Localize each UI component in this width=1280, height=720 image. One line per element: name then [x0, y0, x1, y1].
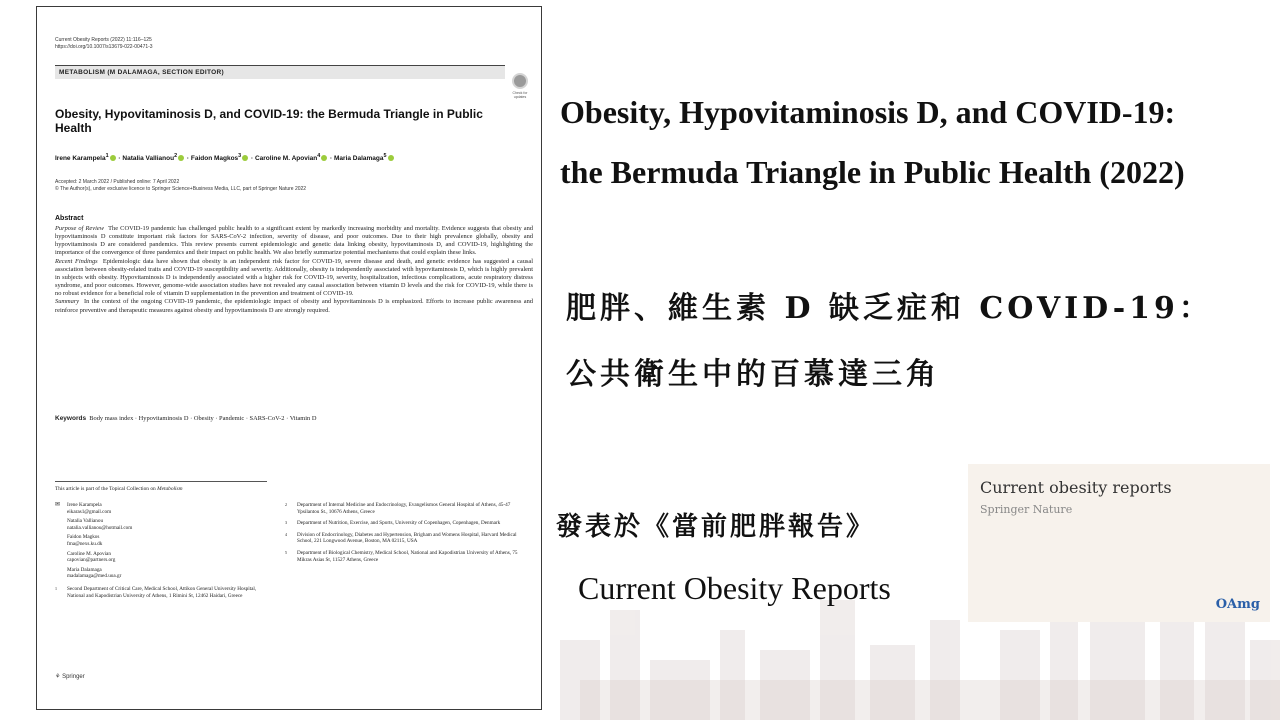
affiliation: 2 Department of Internal Medicine and Endocrinology, Evangelismos General Hospital of Athens, 45-47 Ypsilantou St., 10676 Athens, Greece — [285, 502, 511, 515]
orcid-icon[interactable] — [242, 155, 248, 161]
journal-card-name: Current obesity reports — [980, 478, 1172, 497]
abstract-label: Purpose of Review — [55, 225, 104, 232]
affiliation: 5 Department of Biological Chemistry, Medical School, National and Kapodistrian University of Athens, 75 Mikras Asias St, 11527 Athens, Greece — [285, 549, 518, 563]
affiliations-column — [285, 502, 529, 568]
topical-collection-link[interactable]: Metabolism — [157, 486, 183, 492]
journal-card-logo: OAmg — [1215, 597, 1260, 612]
check-badge-label: Check for updates — [512, 91, 528, 99]
author: Faidon Magkos$^3$ — [190, 153, 242, 163]
publisher-mark: ⚘ Springer — [55, 674, 85, 680]
orcid-icon[interactable] — [388, 155, 394, 161]
dates-line: Accepted: 2 March 2022 / Published online: 7 April 2022 — [55, 179, 180, 185]
contact-entry: Natalia Vallianou natalia.vallianou@hotmail.com — [55, 518, 275, 531]
copyright-line: © The Author(s), under exclusive licence to Springer Science+Business Media, LLC, part of Springer Nature 2022 — [55, 186, 307, 192]
publication-dates — [55, 179, 525, 193]
abstract-label: Recent Findings — [55, 257, 98, 265]
citation-text: Current Obesity Reports (2022) 11:116–125 — [55, 37, 152, 43]
author-list: Irene Karampela$^1$ · Natalia Vallianou$^2$ · Faidon Magkos$^3$ · Caroline M. Apovian$^4$ · Maria Dalamaga$^5$ — [55, 153, 525, 162]
journal-name-english: Current Obesity Reports — [578, 570, 891, 606]
paper-first-page — [36, 6, 542, 710]
email-link[interactable]: capovian@partners.org — [67, 557, 116, 564]
email-link[interactable]: fma@nexs.ku.dk — [67, 540, 103, 547]
springer-logo-icon: ⚘ — [55, 674, 61, 680]
footnote-divider — [55, 481, 267, 482]
section-banner: METABOLISM (M DALAMAGA, SECTION EDITOR) — [55, 65, 505, 79]
published-in-chinese: 發表於《當前肥胖報告》 — [556, 512, 876, 542]
english-title-line: the Bermuda Triangle in Public Health (2022) — [560, 154, 1185, 190]
journal-card-publisher: Springer Nature — [980, 503, 1073, 516]
contact-entry: Caroline M. Apovian capovian@partners.org — [55, 551, 275, 564]
topical-collection-note: This article is part of the Topical Collection on Metabolism — [55, 486, 183, 492]
contact-entry: ✉ Irene Karampela eikaras1@gmail.com — [55, 502, 275, 515]
author: Irene Karampela$^1$ — [55, 153, 109, 163]
update-icon — [512, 73, 528, 89]
affiliation: 4 Division of Endocrinology, Diabetes and Hypertension, Brigham and Womens Hospital, Harvard Medical School, 221 Longwood Avenue, Boston, MA 02115, USA — [285, 531, 517, 545]
keywords-label: Keywords — [55, 415, 87, 422]
keywords-list: Body mass index · Hypovitaminosis D · Obesity · Pandemic · SARS-CoV-2 · Vitamin D — [89, 415, 317, 422]
chinese-title-line: 公共衛生中的百慕達三角 — [566, 357, 940, 392]
abstract-paragraph: The COVID-19 pandemic has challenged public health to a significant extent by markedly increasing morbidity and mortality. Evidence suggests that obesity and hypovitaminosis D constitute important risk factors for SARS-CoV-2 infection, severity of disease, and poor outcomes. Due to their high prevalence globally, obesity and hypovitaminosis D are considered pandemics. This review presents current epidemiologic and genetic data linking obesity, hypovitaminosis D, and COVID-19, highlighting the importance of the convergence of three pandemics and their impact on public health. We also briefly summarize potential mechanisms that could explain these links. — [55, 225, 533, 257]
author: Natalia Vallianou$^2$ — [122, 153, 178, 163]
email-link[interactable]: eikaras1@gmail.com — [67, 508, 112, 515]
abstract-paragraph: In the context of the ongoing COVID-19 pandemic, the epidemiologic impact of obesity and hypovitaminosis D is emphasized. Efforts to increase public awareness and reinforce preventive and therapeutic measures against obesity and hypovitaminosis D are strongly required. — [55, 298, 534, 314]
abstract-paragraph: Epidemiologic data have shown that obesity is an independent risk factor for COVID-19, severe disease and death, and genetic evidence has suggested a causal association between obesity-related traits and COVID-19 susceptibility and severity. Additionally, obesity is independently associated with hypovitaminosis D, which is highly prevalent in subjects with obesity. Hypovitaminosis D is independently associated with a higher risk for COVID-19, severity, hospitalization, infectious complications, acute respiratory distress syndrome, and poor outcomes. However, genome-wide association studies have not revealed any causal association between vitamin D levels and the risk for COVID-19, while there is no robust evidence for a beneficial role of vitamin D supplementation in the prevention and treatment of COVID-19. — [55, 257, 533, 298]
affiliation: 1 Second Department of Critical Care, Medical School, Attikon General University Hospital, National and Kapodistrian University of Athens, 1 Rimini St, 12462 Haidari, Greece — [55, 585, 257, 599]
paper-citation — [55, 37, 153, 51]
contact-entry: Faidon Magkos fma@nexs.ku.dk — [55, 534, 275, 547]
orcid-icon[interactable] — [110, 155, 116, 161]
author: Maria Dalamaga$^5$ — [334, 153, 387, 163]
paper-title: Obesity, Hypovitaminosis D, and COVID-19: the Bermuda Triangle in Public Health — [55, 107, 483, 135]
envelope-icon: ✉ — [55, 502, 61, 508]
chinese-title — [566, 276, 1256, 408]
abstract-label: Summary — [55, 298, 80, 306]
email-link[interactable]: madalamaga@med.uoa.gr — [67, 573, 122, 580]
journal-card[interactable] — [968, 464, 1270, 622]
author: Caroline M. Apovian$^4$ — [254, 153, 321, 163]
contact-entry: Maria Dalamaga madalamaga@med.uoa.gr — [55, 567, 275, 580]
keywords — [55, 415, 533, 422]
english-title-line: Obesity, Hypovitaminosis D, and COVID-19: — [560, 94, 1176, 130]
chinese-title-line: 肥胖、維生素 D 缺乏症和 COVID-19： — [566, 291, 1213, 326]
abstract-heading: Abstract — [55, 215, 84, 222]
check-for-updates-badge[interactable] — [507, 73, 533, 101]
email-link[interactable]: natalia.vallianou@hotmail.com — [67, 524, 133, 531]
english-title — [560, 82, 1270, 202]
orcid-icon[interactable] — [321, 155, 327, 161]
contacts-column — [55, 502, 275, 599]
doi-link[interactable]: https://doi.org/10.1007/s13679-022-00471-3 — [55, 44, 153, 50]
abstract-body — [55, 225, 533, 315]
orcid-icon[interactable] — [178, 155, 184, 161]
affiliation: 3 Department of Nutrition, Exercise, and Sports, University of Copenhagen, Copenhagen, Denmark — [285, 520, 501, 527]
